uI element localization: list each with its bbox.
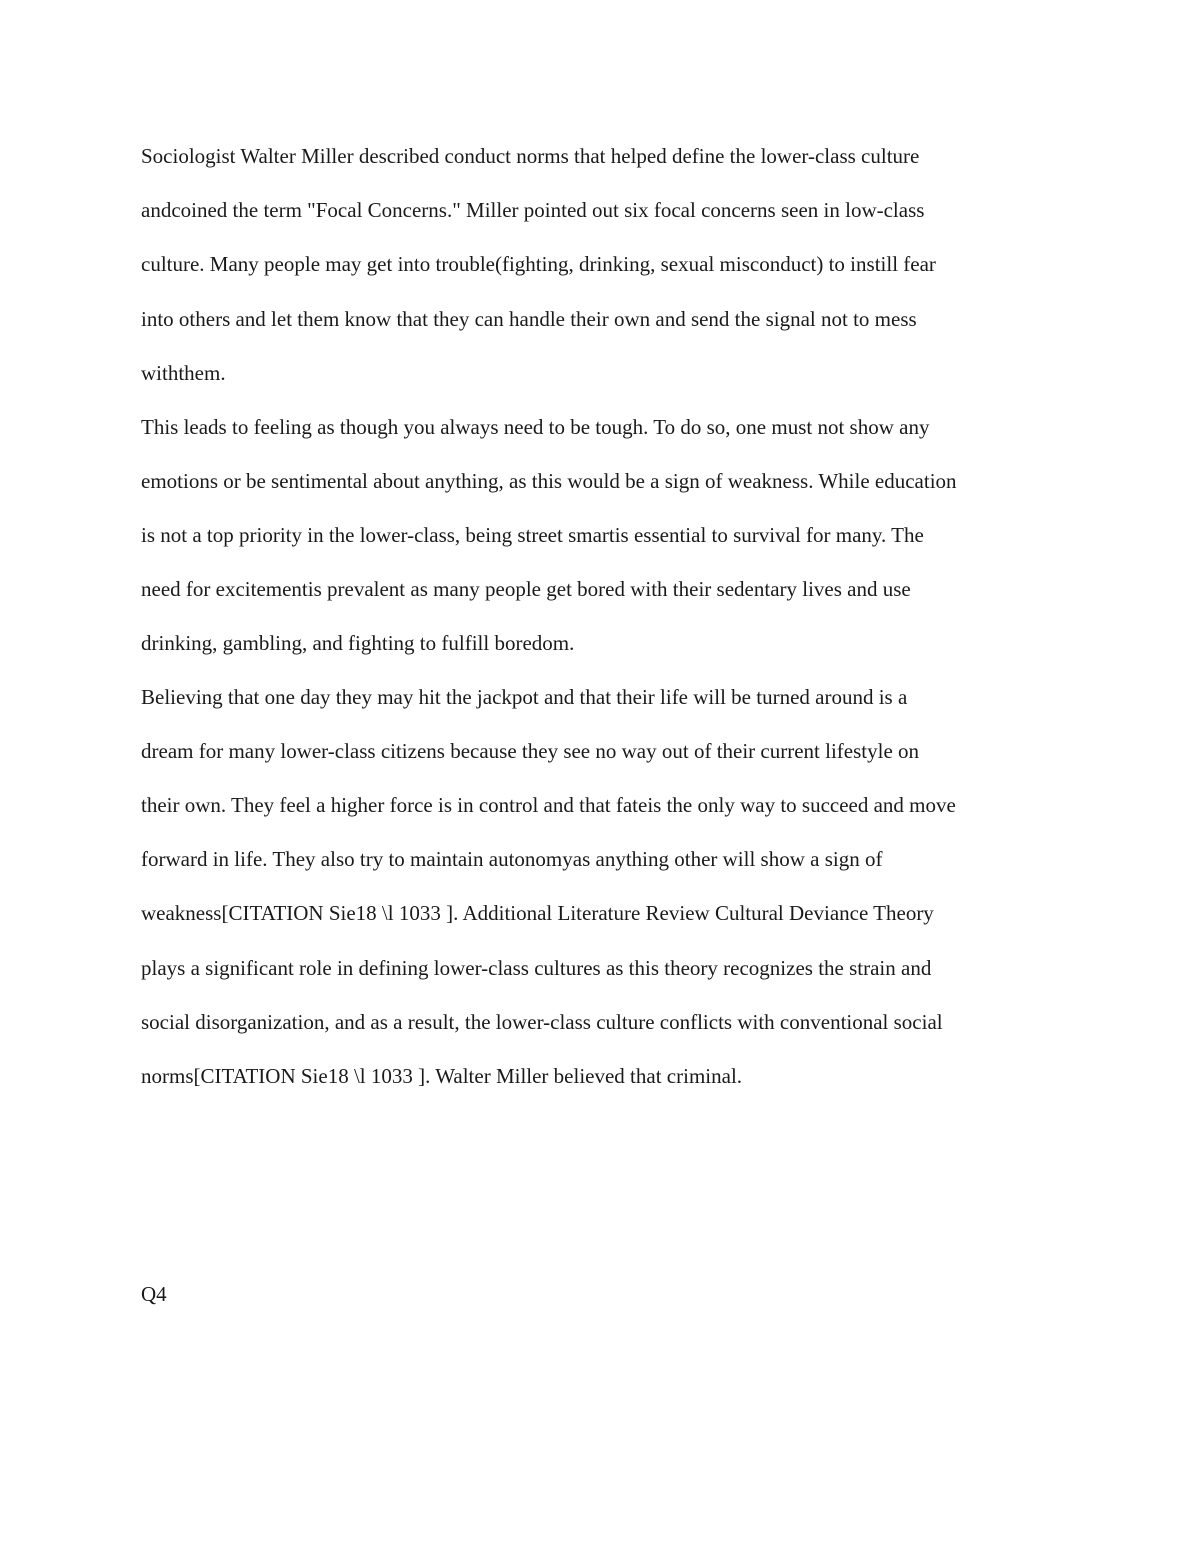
question-label: Q4 <box>141 1282 167 1306</box>
paragraph-line: Sociologist Walter Miller described conduct norms that helped define the lower-class culture <box>141 144 920 168</box>
paragraph-line: into others and let them know that they can handle their own and send the signal not to mess <box>141 307 917 331</box>
paragraph-line: weakness[CITATION Sie18 \l 1033 ]. Additional Literature Review Cultural Deviance Theory <box>141 901 934 925</box>
paragraph-line: andcoined the term "Focal Concerns." Miller pointed out six focal concerns seen in low-class <box>141 198 925 222</box>
paragraph-line: dream for many lower-class citizens because they see no way out of their current lifestyle on <box>141 739 920 763</box>
paragraph-line: withthem. <box>141 361 226 385</box>
paragraph-line: their own. They feel a higher force is in control and that fateis the only way to succeed and move <box>141 793 956 817</box>
paragraph-line: Believing that one day they may hit the jackpot and that their life will be turned around is a <box>141 685 908 709</box>
paragraph-line: social disorganization, and as a result, the lower-class culture conflicts with conventional social <box>141 1010 943 1034</box>
paragraph-line: plays a significant role in defining lower-class cultures as this theory recognizes the strain and <box>141 956 932 980</box>
paragraph-line: need for excitementis prevalent as many people get bored with their sedentary lives and use <box>141 577 911 601</box>
paragraph-line: forward in life. They also try to maintain autonomyas anything other will show a sign of <box>141 847 883 871</box>
paragraph-line: This leads to feeling as though you always need to be tough. To do so, one must not show any <box>141 415 930 439</box>
paragraph-line: culture. Many people may get into trouble(fighting, drinking, sexual misconduct) to instill fear <box>141 252 936 276</box>
paragraph-line: is not a top priority in the lower-class, being street smartis essential to survival for many. The <box>141 523 924 547</box>
paragraph-line: norms[CITATION Sie18 \l 1033 ]. Walter Miller believed that criminal. <box>141 1064 743 1088</box>
paragraph-line: emotions or be sentimental about anything, as this would be a sign of weakness. While education <box>141 469 957 493</box>
paragraph-line: drinking, gambling, and fighting to fulfill boredom. <box>141 631 575 655</box>
